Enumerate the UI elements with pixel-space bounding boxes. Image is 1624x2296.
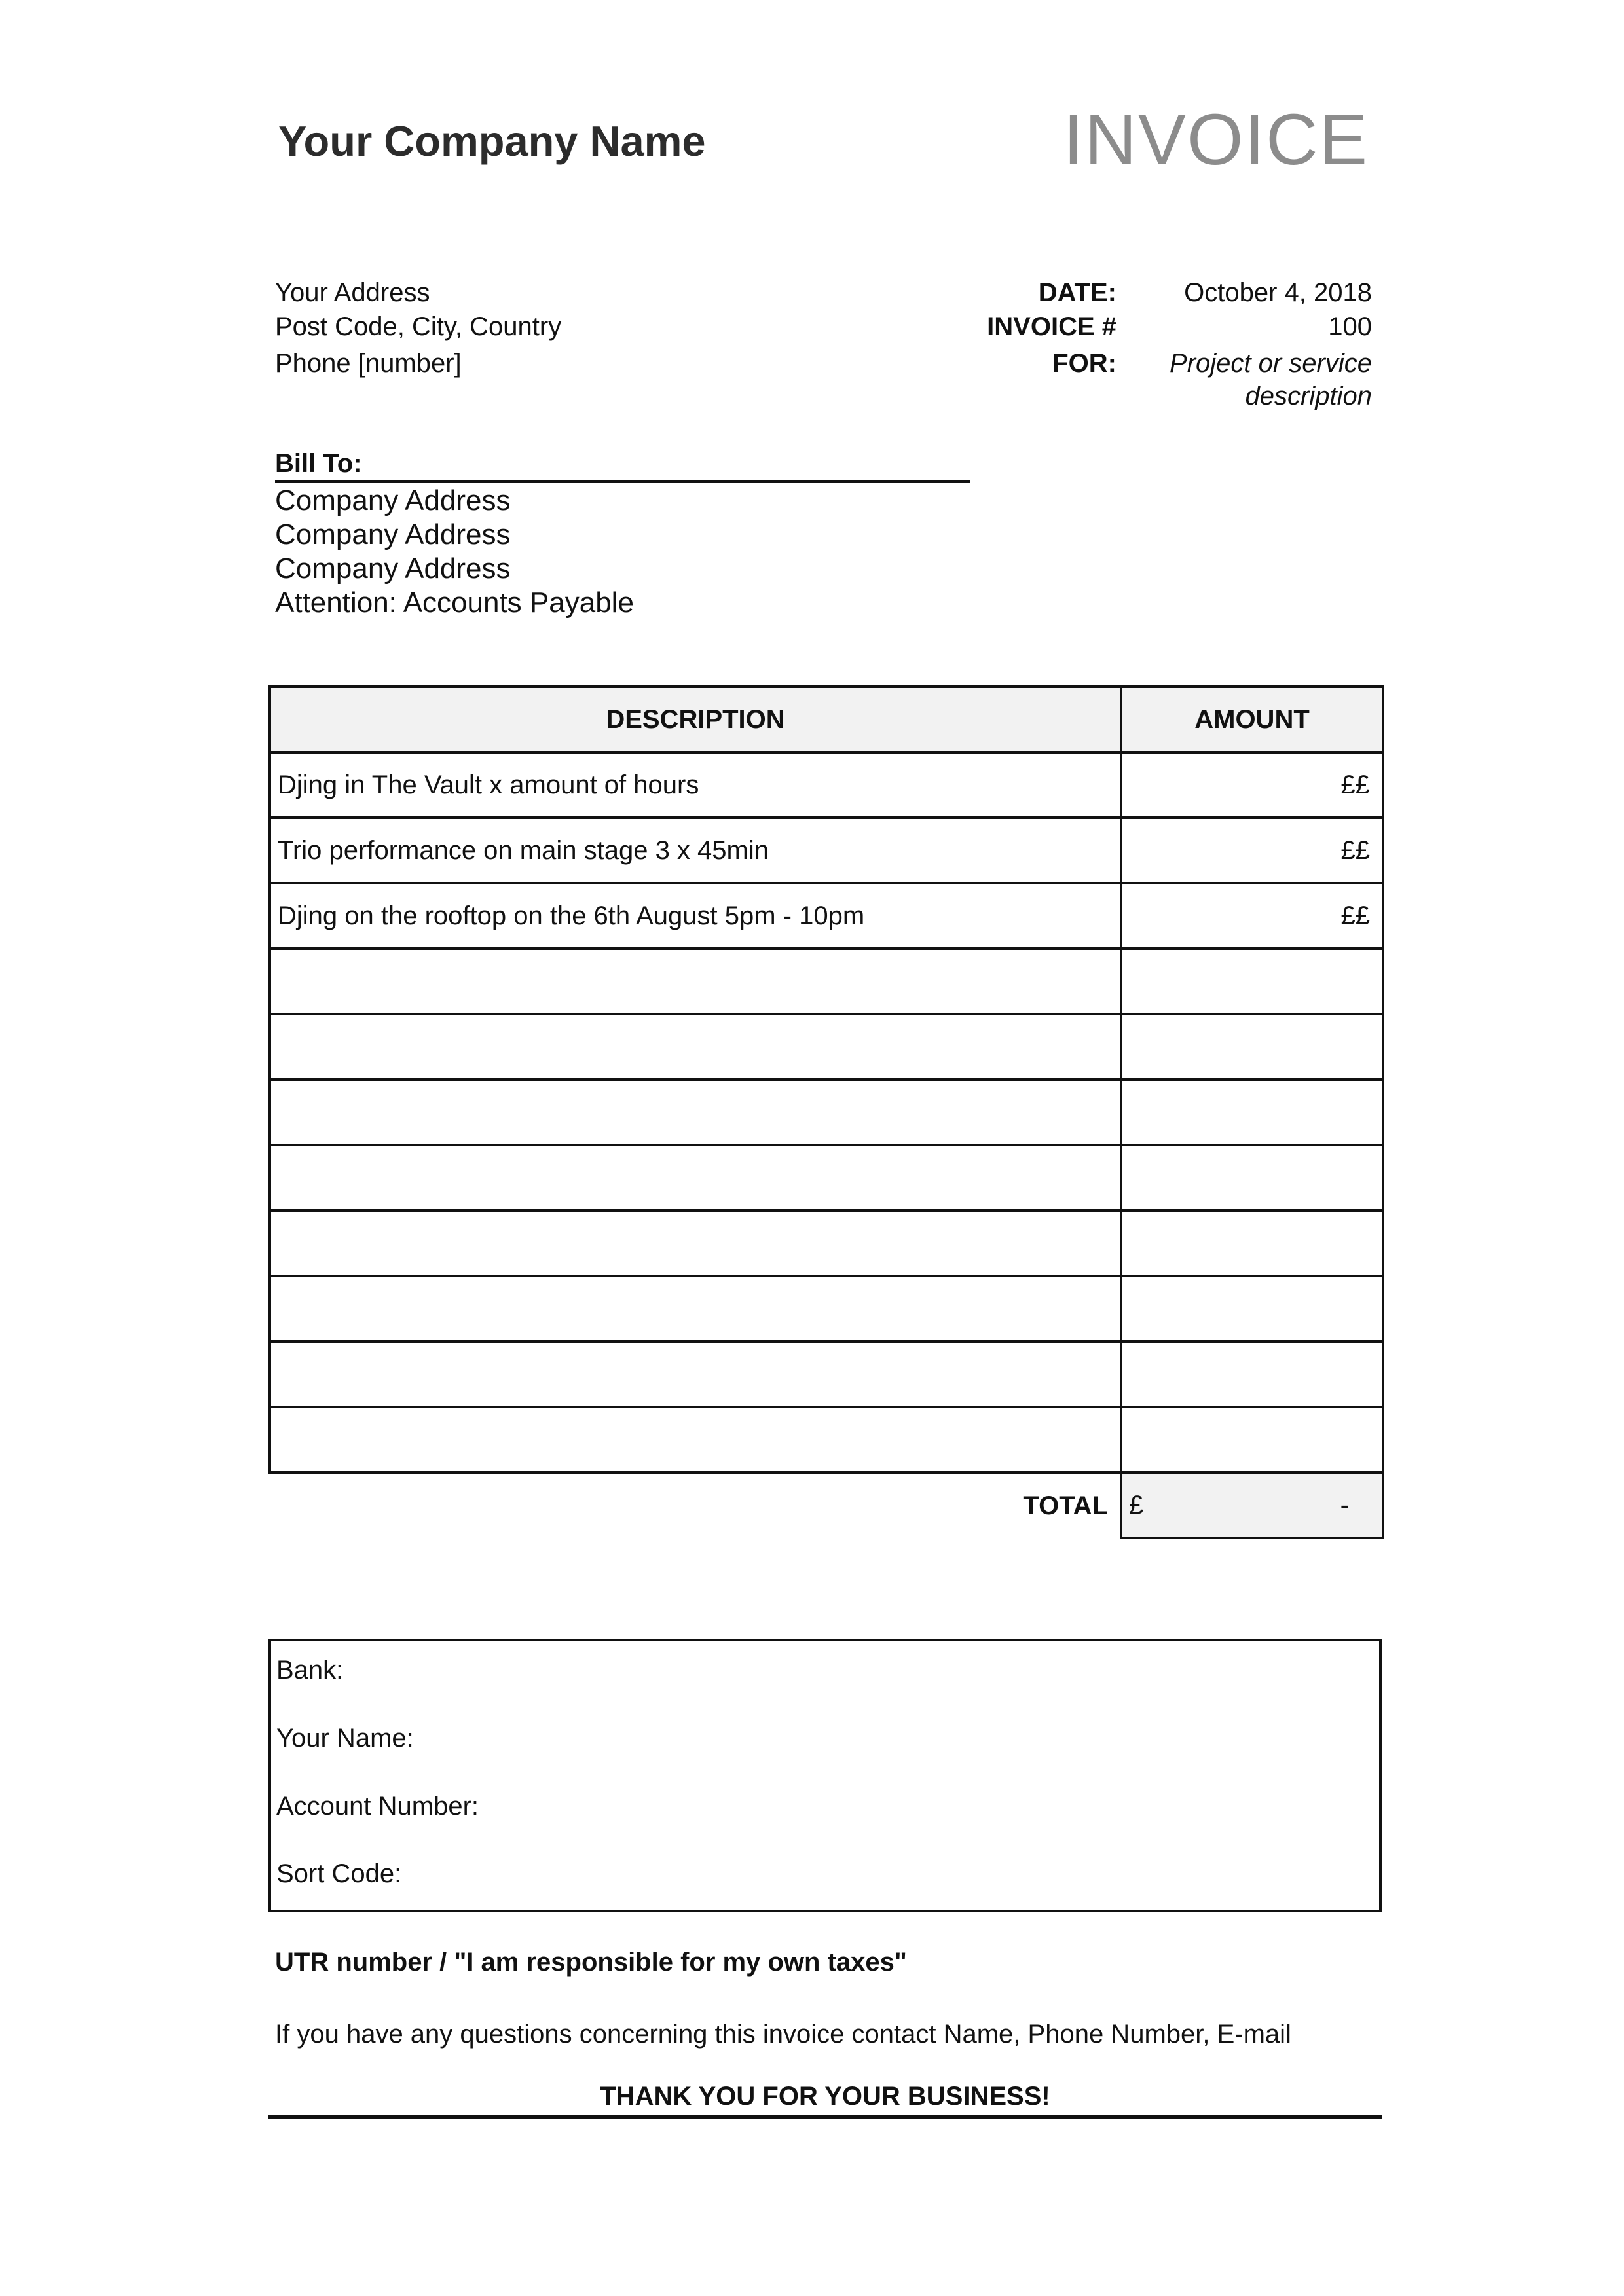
table-row: [270, 1407, 1383, 1472]
table-row: [270, 1014, 1383, 1080]
row-amount: [1121, 1080, 1383, 1145]
table-row: [270, 752, 1383, 818]
table-row: [270, 1341, 1383, 1407]
row-amount: ££: [1121, 752, 1383, 818]
total-value-cell: [1121, 1472, 1383, 1538]
bill-to-divider: [275, 480, 970, 483]
bill-to-line: Company Address: [275, 519, 511, 551]
row-amount: ££: [1121, 818, 1383, 883]
table-row: [270, 818, 1383, 883]
bank-details-box: [268, 1639, 1382, 1912]
row-amount: [1121, 1145, 1383, 1211]
sender-address: Your Address: [275, 278, 430, 307]
account-number-label: Account Number:: [276, 1792, 479, 1821]
row-description: [270, 1014, 1121, 1080]
row-description: [270, 1407, 1121, 1472]
table-row: [270, 1211, 1383, 1276]
row-description: Trio performance on main stage 3 x 45min: [270, 818, 1121, 883]
row-description: [270, 1080, 1121, 1145]
table-row: [270, 883, 1383, 949]
bank-label: Bank:: [276, 1656, 344, 1685]
row-amount: [1121, 1211, 1383, 1276]
row-description: [270, 949, 1121, 1014]
row-amount: [1121, 1407, 1383, 1472]
amount-header: AMOUNT: [1121, 687, 1383, 752]
description-header: DESCRIPTION: [270, 687, 1121, 752]
questions-note: If you have any questions concerning this invoice contact Name, Phone Number, E-mail: [275, 2020, 1291, 2049]
sender-post-code: Post Code, City, Country: [275, 312, 562, 341]
bill-to-line: Company Address: [275, 553, 511, 585]
company-name: Your Company Name: [278, 117, 706, 165]
total-currency: £: [1129, 1490, 1144, 1520]
total-label: TOTAL: [1023, 1491, 1108, 1520]
footer-divider: [268, 2115, 1382, 2119]
for-value-line2: description: [1245, 382, 1372, 410]
invoice-number-label: INVOICE #: [987, 312, 1116, 341]
invoice-title: INVOICE: [1063, 100, 1369, 180]
table-row: [270, 1080, 1383, 1145]
bill-to-line: Company Address: [275, 484, 511, 517]
row-amount: [1121, 1276, 1383, 1341]
your-name-label: Your Name:: [276, 1724, 414, 1753]
date-value: October 4, 2018: [1184, 278, 1372, 307]
row-description: [270, 1145, 1121, 1211]
table-header-row: [270, 687, 1383, 752]
bill-to-label: Bill To:: [275, 449, 362, 478]
row-description: [270, 1211, 1121, 1276]
thank-you-message: THANK YOU FOR YOUR BUSINESS!: [600, 2082, 1050, 2111]
table-row: [270, 1276, 1383, 1341]
table-row: [270, 1145, 1383, 1211]
row-amount: [1121, 1014, 1383, 1080]
total-value: -: [1340, 1490, 1349, 1520]
row-description: Djing in The Vault x amount of hours: [270, 752, 1121, 818]
date-label: DATE:: [1038, 278, 1116, 307]
for-label: FOR:: [1052, 349, 1116, 378]
total-row: [270, 1472, 1383, 1538]
for-value-line1: Project or service: [1170, 349, 1372, 378]
bill-to-line: Attention: Accounts Payable: [275, 587, 634, 619]
row-description: [270, 1276, 1121, 1341]
sort-code-label: Sort Code:: [276, 1859, 402, 1888]
row-amount: [1121, 1341, 1383, 1407]
utr-note: UTR number / "I am responsible for my own taxes": [275, 1948, 907, 1977]
sender-phone: Phone [number]: [275, 349, 462, 378]
row-amount: [1121, 949, 1383, 1014]
row-description: [270, 1341, 1121, 1407]
row-amount: ££: [1121, 883, 1383, 949]
table-row: [270, 949, 1383, 1014]
invoice-number-value: 100: [1328, 312, 1372, 341]
row-description: Djing on the rooftop on the 6th August 5pm - 10pm: [270, 883, 1121, 949]
items-table: [268, 685, 1384, 1539]
